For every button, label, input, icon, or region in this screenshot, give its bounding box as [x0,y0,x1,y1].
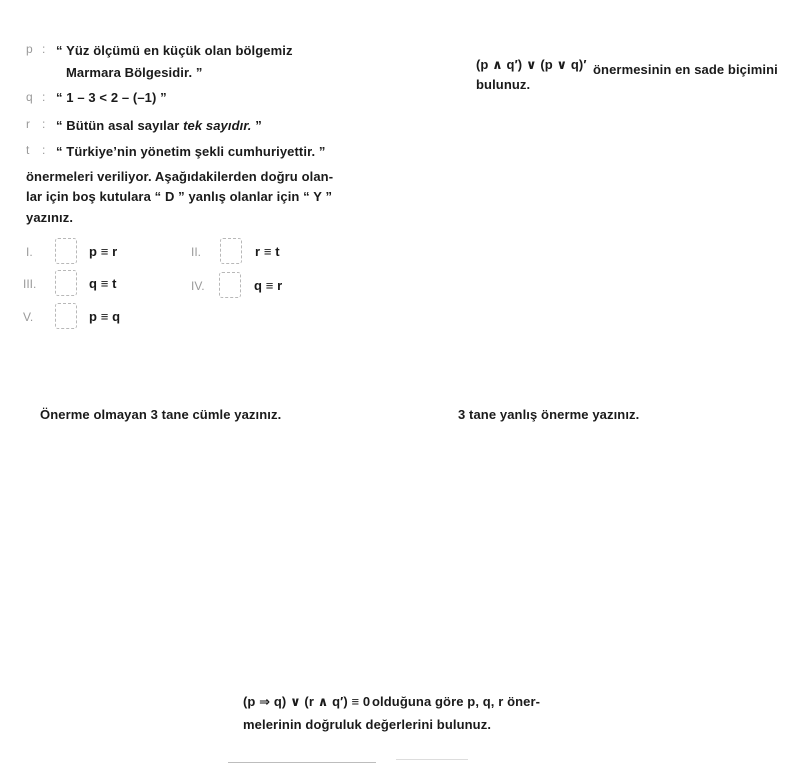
item-expr-3: q ≡ t [89,276,117,291]
statement-sep-r: : [42,117,46,131]
statement-text-q: “ 1 – 3 < 2 – (–1) ” [56,90,167,105]
bottom-question-expr: (p ⇒ q) ∨ (r ∧ q′) ≡ 0 [243,694,371,709]
answer-box-4[interactable] [219,272,241,298]
item-expr-4: q ≡ r [254,278,283,293]
task-false-propositions: 3 tane yanlış önerme yazınız. [458,407,640,422]
statement-text-r-c: ” [251,118,262,133]
statement-text-r-b: tek sayıdır. [183,118,252,133]
instruction-line-2: lar için boş kutulara “ D ” yanlış olanlar için “ Y ” [26,189,333,204]
statement-sep-q: : [42,90,46,104]
statement-label-r: r [26,117,30,131]
statement-text-p-line1: “ Yüz ölçümü en küçük olan bölgemiz [56,43,293,58]
item-roman-2: II. [191,245,202,259]
statement-label-p: p [26,42,33,56]
statement-text-p-line2: Marmara Bölgesidir. ” [66,65,203,80]
statement-label-q: q [26,90,33,104]
right-question-expr: (p ∧ q′) ∨ (p ∨ q)′ [476,57,587,72]
answer-box-5[interactable] [55,303,77,329]
item-roman-5: V. [23,310,34,324]
answer-box-3[interactable] [55,270,77,296]
item-roman-4: IV. [191,279,205,293]
item-expr-2: r ≡ t [255,244,280,259]
right-question-line2: bulunuz. [476,77,531,92]
right-question-text: önermesinin en sade biçimini [593,62,778,77]
bottom-question-text: olduğuna göre p, q, r öner- [372,694,541,709]
bottom-question-line2: melerinin doğruluk değerlerini bulunuz. [243,717,492,732]
instruction-line-3: yazınız. [26,210,74,225]
item-expr-1: p ≡ r [89,244,118,259]
statement-text-t: “ Türkiye’nin yönetim şekli cumhuriyettir. ” [56,144,326,159]
task-non-propositions: Önerme olmayan 3 tane cümle yazınız. [40,407,282,422]
item-expr-5: p ≡ q [89,309,121,324]
item-roman-1: I. [26,245,33,259]
scan-line-faint [396,759,468,760]
instruction-line-1: önermeleri veriliyor. Aşağıdakilerden doğru olan- [26,169,334,184]
answer-box-2[interactable] [220,238,242,264]
statement-text-r-a: “ Bütün asal sayılar [56,118,184,133]
answer-box-1[interactable] [55,238,77,264]
scan-line [228,762,376,763]
statement-text-r [56,118,262,133]
item-roman-3: III. [23,277,37,291]
statement-sep-t: : [42,143,46,157]
statement-label-t: t [26,143,30,157]
statement-sep-p: : [42,42,46,56]
